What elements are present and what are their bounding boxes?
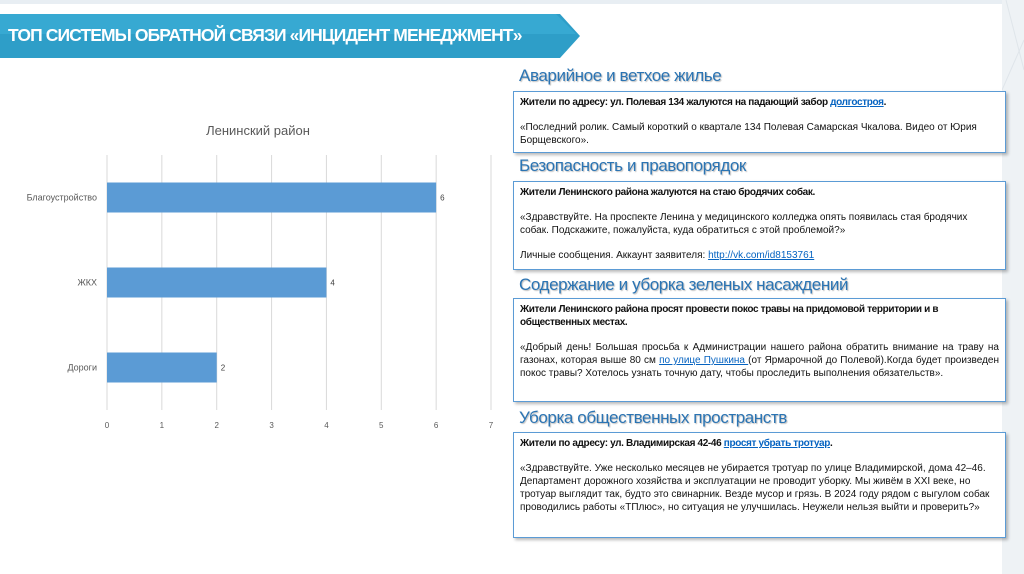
section-title-greenery: Содержание и уборка зеленых насаждений [519, 275, 849, 294]
bar [107, 183, 436, 213]
card-housing-lead: Жители по адресу: ул. Полевая 134 жалуются на падающий забор долгостроя. [520, 97, 887, 108]
card-security-lead: Жители Ленинского района жалуются на стаю бродячих собак. [520, 187, 815, 198]
chart-labels [27, 193, 494, 431]
x-tick-label: 6 [433, 421, 439, 430]
card-public-spaces-quote: «Здравствуйте. Уже несколько месяцев не убирается тротуар по улице Владимирской, дома 42–46. Департамент дорожного хозяйства и эксплуатации не проводит уборку. Мы живём в XXI веке, но тротуар выглядит так, будто это свинарник. Везде мусор и грязь. В 2024 году рядом с выгулом собак проводились работы «ТПлюс», но ситуация не улучшилась. Неужели нельзя выйти и проверить?» [520, 463, 990, 513]
link-vk-account[interactable]: http://vk.com/id8153761 [708, 250, 815, 261]
card-public-spaces [513, 432, 1006, 538]
section-title-public-spaces: Уборка общественных пространств [519, 408, 787, 427]
bar-chart [0, 110, 500, 440]
category-label: ЖКХ [77, 277, 97, 288]
data-label: 2 [220, 363, 226, 373]
data-label: 6 [440, 193, 445, 203]
bar [107, 353, 217, 383]
category-label: Благоустройство [26, 192, 97, 203]
chart-title: Ленинский район [206, 123, 310, 138]
card-security-footer: Личные сообщения. Аккаунт заявителя: http://vk.com/id8153761 [520, 250, 815, 261]
link-clean-sidewalk[interactable]: просят убрать тротуар [723, 438, 830, 449]
card-security-quote: «Здравствуйте. На проспекте Ленина у медицинского колледжа опять появилась стая бродячих собак. Подскажите, пожалуйста, куда обратиться с этой проблемой?» [520, 212, 968, 236]
bar [107, 268, 326, 298]
x-tick-label: 5 [379, 421, 384, 430]
card-housing-quote: «Последний ролик. Самый короткий о квартале 134 Полевая Самарская Чкалова. Видео от Юрия Борщевского». [520, 122, 977, 146]
section-title-security: Безопасность и правопорядок [519, 156, 746, 175]
top-stripe [0, 0, 1024, 4]
card-security [513, 181, 1006, 270]
link-dolgostroy[interactable]: долгостроя [830, 97, 884, 108]
section-title-housing: Аварийное и ветхое жилье [519, 66, 722, 85]
link-pushkin-street[interactable]: по улице Пушкина [659, 355, 749, 366]
category-label: Дороги [67, 362, 97, 373]
x-tick-label: 1 [159, 421, 165, 430]
data-label: 4 [330, 278, 335, 288]
x-tick-label: 0 [104, 421, 110, 430]
card-greenery-lead: Жители Ленинского района просят провести покос травы на придомовой территории и в общественных местах. [520, 304, 939, 328]
page-title: ТОП СИСТЕМЫ ОБРАТНОЙ СВЯЗИ «ИНЦИДЕНТ МЕНЕДЖМЕНТ» [8, 25, 522, 45]
x-tick-label: 7 [488, 421, 494, 430]
x-tick-label: 3 [269, 421, 274, 430]
x-tick-label: 2 [214, 421, 219, 430]
x-tick-label: 4 [324, 421, 329, 430]
card-housing [513, 91, 1006, 153]
card-greenery-quote: «Добрый день! Большая просьба к Администрации нашего района обратить внимание на траву на газонах, которая выше 80 см по улице Пушкина (от Ярмарочной до Полевой).Когда будет произведен покос травы? Хотелось узнать точную дату, чтобы проследить выполнения обязательств». [520, 342, 999, 379]
card-public-spaces-lead: Жители по адресу: ул. Владимирская 42-46 просят убрать тротуар. [520, 438, 833, 449]
card-greenery [513, 298, 1006, 402]
